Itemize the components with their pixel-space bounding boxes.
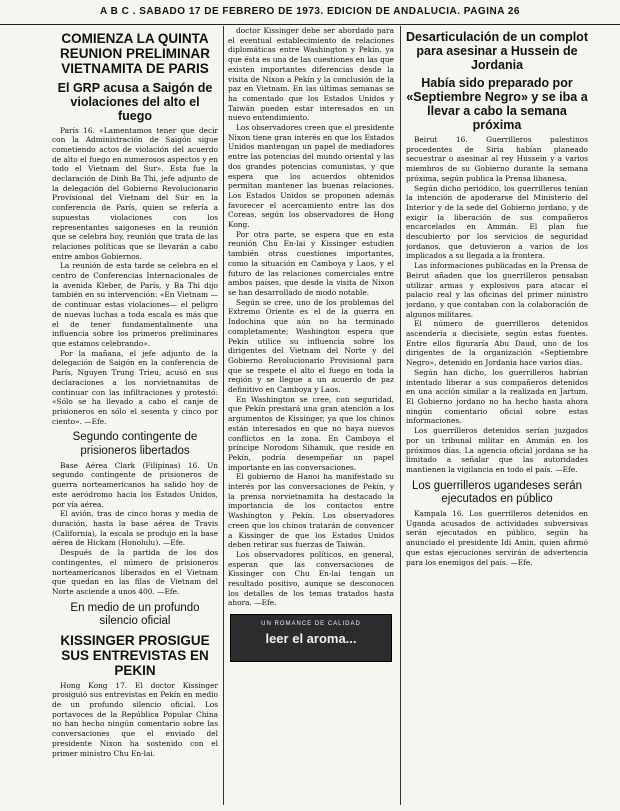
article-paragraph: Según han dicho, los guerrilleros habrían intentado liberar a sus compañeros detenidos en una acción similar a la realizada en Jartum. El Gobierno jordano no ha hecho hasta ahora ningún comentario oficial sobre estas informaciones. bbox=[406, 367, 588, 426]
article-paragraph: Después de la partida de los dos contingentes, el número de prisioneros norteamericanos liberados en el Vietnam que quedan en las filas de Vietnam del Norte asciende a unos 400. —Efe. bbox=[52, 548, 218, 596]
article-paragraph: El gobierno de Hanoi ha manifestado su interés por las conversaciones de Pekín, y la prensa norvietnamita ha destacado la importancia de los contactos entre Washington y Pekín. Los observadores creen que los chinos tratarán de convencer a Kissinger de que los Estados Unidos deben retirar sus fuerzas de Taiwán. bbox=[228, 472, 394, 550]
ad-tagline: UN ROMANCE DE CALIDAD bbox=[261, 621, 361, 628]
article-paragraph: Beirut 16. Guerrilleros palestinos procedentes de Siria habían planeado secuestrar o asesinar al rey Hussein y a varios miembros de su Gobierno durante la semana próxima, según publica la Prensa libanesa. bbox=[406, 135, 588, 183]
article-paragraph: El avión, tras de cinco horas y media de duración, hasta la base aérea de Travis (California), la escala se produjo en la base aérea de Hickam (Honolulu). —Efe. bbox=[52, 509, 218, 548]
article-paragraph: Por otra parte, se espera que en esta reunión Chu En-lai y Kissinger estudien también otras cuestiones importantes, como la situación en Camboya y Laos, y el futuro de las relaciones comerciales entre ambos países, que desde la visita de Nixon se han desarrollado de modo notable. bbox=[228, 229, 394, 297]
column-right bbox=[406, 26, 588, 807]
article-paragraph: Según se cree, uno de los problemas del Extremo Oriente es el de la guerra en Indochina que aún no ha terminado completamente; Washington espera que Pekín utilice su influencia sobre los dirigentes del Vietnam del Norte y del Gobierno Revolucionario Provisional para que se respete el alto el fuego en toda la región y se llegue a un acuerdo de paz definitivo en Camboya y Laos. bbox=[228, 297, 394, 395]
page-header: A B C . SABADO 17 DE FEBRERO DE 1973. EDICION DE ANDALUCIA. PAGINA 26 bbox=[0, 0, 620, 25]
subhead-black-september: Había sido preparado por «Septiembre Negro» y se iba a llevar a cabo la semana próxima bbox=[406, 76, 588, 132]
column-rule bbox=[223, 26, 224, 805]
advertisement bbox=[230, 614, 392, 662]
article-paragraph: Los guerrilleros detenidos serían juzgados por un tribunal militar en Ammán en los próximos días. La agencia oficial jordana se ha limitado a señalar que las autoridades mantienen la vigilancia en todo el país. —Efe. bbox=[406, 426, 588, 474]
column-rule bbox=[400, 26, 401, 805]
article-paragraph: Base Aérea Clark (Filipinas) 16. Un segundo contingente de prisioneros de guerra norteamericanos ha salido hoy de este aeródromo hacia los Estados Unidos, por vía aérea. bbox=[52, 460, 218, 509]
article-paragraph: La reunión de esta tarde se celebra en el centro de Conferencias Internacionales de la avenida Kleber, de París, y Ba Thi dijo también en su intervención: «En Vietnam —de continuar estas violaciones— el peligro de nuevas luchas a toda escala es más que el de tener fundamentalmente una influencia sobre los primeros preliminares que estamos celebrando». bbox=[52, 261, 218, 348]
article-paragraph: doctor Kissinger debe ser abordado para el eventual establecimiento de relaciones diplomáticas entre Washington y Pekín, ya que ésta es una de las cuestiones en las que existen importantes diferencias desde la visita de Nixon a Pekín y la conclusión de la paz en Vietnam. En las últimas semanas se ha comentado que los Estados Unidos y Taiwán pueden estar interesados en un nuevo entendimiento. bbox=[228, 26, 394, 123]
subhead-grp-accusation: El GRP acusa a Saigón de violaciones del alto el fuego bbox=[57, 80, 213, 123]
article-paragraph: Los observadores políticos, en general, esperan que las conversaciones de Kissinger con Chu En-lai tengan un resultado positivo, aunque se desconocen los detalles de los temas tratados hasta ahora. —Efe. bbox=[228, 549, 394, 608]
headline-uganda: Los guerrilleros ugandeses serán ejecutados en público bbox=[411, 479, 583, 505]
subhead-prisoners: Segundo contingente de prisioneros libertados bbox=[72, 431, 198, 457]
kicker-silence: En medio de un profundo silencio oficial bbox=[70, 601, 200, 627]
article-paragraph: Las informaciones publicadas en la Prensa de Beirut añaden que los guerrilleros pensaban utilizar armas y explosivos para atacar el palacio real y las oficinas del primer ministro jordano, y que contaban con la colaboración de algunos militares. bbox=[406, 261, 588, 319]
headline-jordan-plot: Desarticulación de un complot para asesinar a Hussein de Jordania bbox=[406, 30, 588, 72]
headline-paris-talks: COMIENZA LA QUINTA REUNION PRELIMINAR VIETNAMITA DE PARIS bbox=[59, 31, 210, 76]
article-paragraph: En Washington se cree, con seguridad, que Pekín prestará una gran atención a los argumentos de Kissinger, ya que los chinos están interesados en que no haya nuevos conflictos en la zona. En Camboya el príncipe Norodom Sihanuk, que reside en Pekín, podría desempeñar un papel importante en las conversaciones. bbox=[228, 394, 394, 472]
column-left bbox=[52, 26, 218, 807]
article-paragraph: París 16. «Lamentamos tener que decir con la Administración de Saigón sigue cometiendo actos de violación del acuerdo de alto el fuego en numerosos aspectos y en todo el Vietnam del Sur». Esta fue la declaración de Dinh Ba Thi, jefe adjunto de la delegación del Gobierno Revolucionario Provisional del Vietnam del Sur en la conferencia de París, quien se refería a supuestas violaciones con los representantes saigoneses en la reunión que se celebra hoy, reunión que trata de las relaciones políticas que se llevarán a cabo entre ambos Gobiernos. bbox=[52, 125, 218, 261]
article-paragraph: Los observadores creen que el presidente Nixon tiene gran interés en que los Estados Unidos mantengan un papel de mediadores entre las potencias del mundo oriental y las dos grandes potencias comunistas, y que espera que los acuerdos obtenidos permitan mantener las buenas relaciones. Los Estados Unidos se proponen además favorecer el acercamiento entre las dos Coreas, según los observadores de Hong Kong. bbox=[228, 123, 394, 230]
ad-slogan: leer el aroma... bbox=[265, 631, 357, 647]
headline-kissinger: KISSINGER PROSIGUE SUS ENTREVISTAS EN PEKIN bbox=[60, 633, 210, 678]
article-paragraph: Por la mañana, el jefe adjunto de la delegación de Saigón en la conferencia de París, Nguyen Trung Trieu, acusó en sus declaraciones a los norvietnamitas de continuar con las infiltraciones y protestó: «Sólo se ha llevado a cabo el canje de prisioneros en sólo el sesenta y cinco por ciento». —Efe. bbox=[52, 348, 218, 426]
column-middle bbox=[228, 26, 394, 807]
article-paragraph: El número de guerrilleros detenidos ascendería a diecisiete, según estas fuentes. Entre ellos figuraría Abu Daud, uno de los dirigentes de la organización «Septiembre Negro», detenido en Jordania hace varios días. bbox=[406, 319, 588, 368]
article-paragraph: Hong Kong 17. El doctor Kissinger prosiguió sus entrevistas en Pekín en medio de un profundo silencio oficial. Los portavoces de la República Popular China no han hecho ningún comentario sobre las conversaciones que el enviado del presidente Nixon ha sostenido con el primer ministro Chu En-lai. bbox=[52, 680, 218, 758]
article-paragraph: Según dicho periódico, los guerrilleros tenían la intención de apoderarse del Ministerio del Interior y de la sede del Gobierno jordano, y de exigir la liberación de sus compañeros encarcelados en Ammán. El plan fue descubierto por los servicios de seguridad jordanos, que detuvieron a varios de los implicados a su llegada a la frontera. bbox=[406, 183, 588, 261]
article-paragraph: Kampala 16. Los guerrilleros detenidos en Uganda acusados de actividades subversivas serán ejecutados en público, según ha anunciado el presidente Idi Amin, quien afirmó que estas ejecuciones servirán de advertencia para los enemigos del país. —Efe. bbox=[406, 509, 588, 567]
